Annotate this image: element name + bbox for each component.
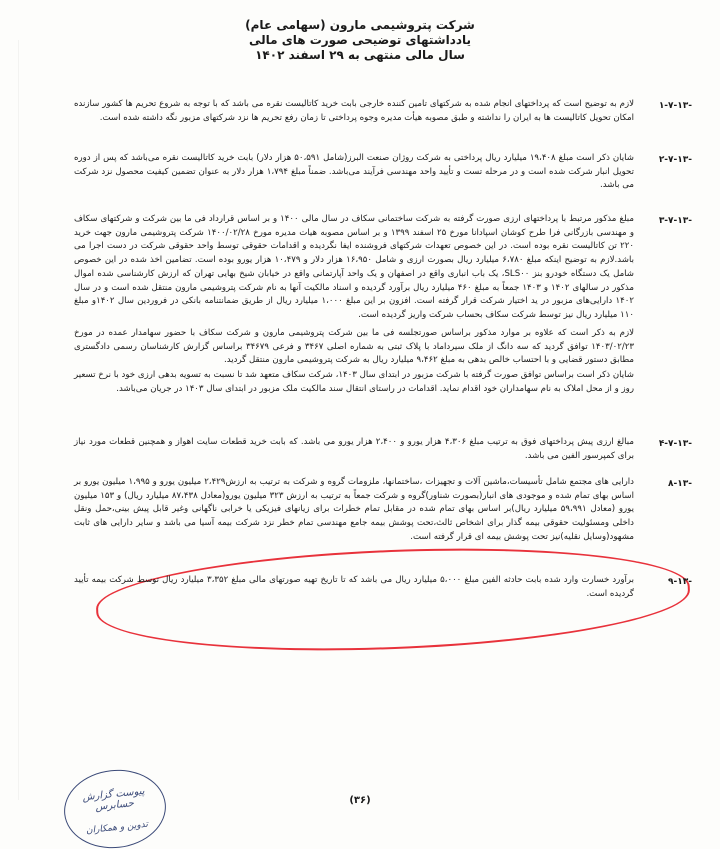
scan-edge-line: [18, 40, 19, 800]
note-number: ۴-۷-۱۳-: [658, 439, 692, 449]
note-paragraph-continued: لازم به ذکر است که علاوه بر موارد مذکور براساس صورتجلسه فی ما بین شرکت پتروشیمی مارون و شرکت سکاف با حضور سهامدار عمده در مورخ ۱۴۰۳/۰۲/۲۳ توافق گردید که سه دانگ از ملک سیرداماد با پلاک ثبتی به شماره اصلی ۳۴۶۷ و فرعی ۳۴۶۷۹ براساس گزارش کارشناسان رسمی دادگستری مطابق دستور قضایی و با احتساب خالص بدهی به مبلغ ۹،۴۶۲ میلیارد ریال به شرکت پتروشیمی مارون منتقل گردید.: [74, 328, 634, 366]
document-subtitle: یادداشتهای توضیحی صورت های مالی: [248, 33, 472, 47]
page-number: (۳۶): [349, 795, 371, 806]
note-number: ۹-۱۳-: [668, 577, 692, 587]
note-paragraph: شایان ذکر است مبلغ ۱۹،۴۰۸ میلیارد ریال پرداختی به شرکت روژان صنعت البرز(شامل ۵۰،۵۹۱ هزار دلار) بابت خرید کاتالیست نقره می‌باشد که پس از دوره تحویل انبار شرکت شده است و در مرحله تست و تأیید واحد مهندسی فرآیند می‌باشد. ضمناً مبلغ ۱،۷۹۴ هزار دلار به عنوان تضمین کیفیت محصول نزد شرکت می باشد.: [74, 153, 635, 191]
company-name: شرکت پتروشیمی مارون (سهامی عام): [245, 18, 475, 32]
note-number: ۳-۷-۱۳-: [658, 216, 692, 226]
note-paragraph: مبلغ مذکور مرتبط با پرداختهای ارزی صورت گرفته به شرکت ساختمانی سکاف در سال مالی ۱۴۰۰ و بر اساس قرارداد فی ما بین شرکت و شرکتهای سکاف و مهندسی بازرگانی فرا طرح کوشان اسپادانا مورخ ۲۵ اسفند ۱۳۹۹ و بر اساس مصوبه هیات مدیره مورخ ۱۴۰۰/۰۲/۲۸ شرکت پتروشیمی مارون جهت خرید ۲۲۰ تن کاتالیست نقره بوده است. در این خصوص تعهدات شرکتهای فروشنده ایفا نگردیده و اقدامات حقوقی توسط واحد حقوقی شرکت در دست اجرا می باشد.لازم به توضیح اینکه مبلغ ۶،۷۸۰ میلیارد ریال بصورت ارزی و شامل ۱۶،۹۵۰ هزار دلار و ۱۰،۴۷۹ هزار یورو بوده است. تضامین اخذ شده در این خصوص شامل یک دستگاه خودرو بنز SLS۰۰، یک باب انباری واقع در اصفهان و یک واحد آپارتمانی واقع در خیابان شیخ بهایی تهران که ارزش کارشناسی شده اموال مذکور در سالهای ۱۴۰۲ و ۱۴۰۳ جمعاً به مبلغ ۴۶۰ میلیارد ریال برآورد گردیده و اسناد مالکیت آنها به نام شرکت پتروشیمی مارون منتقل شده است و در سال ۱۴۰۲ دارایی‌های مزبور در ید اختیار شرکت قرار گرفته است. افزون بر این مبلغ ۱،۰۰۰ میلیارد ریال از طریق ضمانتنامه بانکی در فروردین سال ۱۴۰۲و مبلغ ۱۱۰ میلیارد ریال نیز توسط شرکت سکاف بحساب شرکت واریز گردیده است.: [74, 214, 635, 320]
note-number: ۸-۱۳-: [668, 479, 692, 489]
stamp-line-2: تدوین و همکاران: [85, 819, 149, 837]
note-number: ۲-۷-۱۳-: [658, 155, 692, 165]
fiscal-period: سال مالی منتهی به ۲۹ اسفند ۱۴۰۲: [255, 48, 465, 62]
note-paragraph-highlighted: برآورد خسارت وارد شده بابت حادثه الفین مبلغ ۵،۰۰۰ میلیارد ریال می باشد که تا تاریخ تهیه صورتهای مالی مبلغ ۳،۳۵۲ میلیارد ریال توسط شرکت بیمه تأیید گردیده است.: [74, 575, 634, 599]
note-number: ۱-۷-۱۳-: [658, 101, 692, 111]
document-header: [200, 18, 520, 63]
note-paragraph: لازم به توضیح است که پرداختهای انجام شده به شرکتهای تامین کننده خارجی بابت خرید کاتالیست نقره می باشد که با توجه به شروع تحریم ها کشور سازنده امکان تحویل کاتالیست ها به ایران را نداشته و طبق مصوبه هیأت مدیره وجوه پرداختی تا زمان رفع تحریم ها نزد شرکتهای مزبور نگه داشته شده است.: [74, 99, 634, 123]
note-paragraph: مبالغ ارزی پیش پرداختهای فوق به ترتیب مبلغ ۴،۳۰۶ هزار یورو و ۲،۴۰۰ هزار یورو می باشد. که بابت خرید قطعات سایت اهواز و همچنین قطعات مورد نیاز برای کمپرسور الفین می باشد.: [74, 437, 634, 461]
stamp-line-1: پیوست گزارش حسابرس: [81, 785, 146, 814]
note-paragraph: دارایی های مجتمع شامل تأسیسات،ماشین آلات و تجهیزات ،ساختمانها، ملزومات گروه و شرکت به ترتیب به ارزش۲،۴۲۹ میلیون یورو و ۱،۹۹۵ میلیون یورو بر اساس بهای تمام شده و موجودی های انبار(بصورت شناور)گروه و شرکت جمعاً به ترتیب به ارزش ۳۲۳ میلیون یورو(معادل ۸۷،۴۳۸ میلیارد ریال) و ۱۵۳ میلیون یورو (معادل ۵۹،۹۹۱ میلیارد ریال)بر اساس بهای تمام شده در مقابل تمام خطرات برای زیانهای فیزیکی یا خرابی ناگهانی وغیر قابل پیش بینی،حمل ونقل داخلی ومسئولیت حقوقی بیمه گذار برای اشخاص ثالث،تحت پوشش بیمه جامع مهندسی تمام خطر نزد شرکت بیمه آسیا می باشد و سایر دارایی های ثابت مشهود(وسایل نقلیه)نیز تحت پوشش بیمه ای قرار گرفته است.: [74, 477, 634, 542]
auditor-stamp: [60, 765, 170, 853]
note-paragraph-continued: شایان ذکر است براساس توافق صورت گرفته با شرکت مزبور در ابتدای سال ۱۴۰۳، شرکت سکاف متعهد شد تا نسبت به تسویه بدهی ارزی خود با نرخ تسعیر روز و از محل املاک به نام سهامداران خود اقدام نماید. اقدامات در راستای انتقال سند مالکیت ملک مزبور در ابتدای سال ۱۴۰۳ در جریان می‌باشد.: [74, 370, 634, 394]
